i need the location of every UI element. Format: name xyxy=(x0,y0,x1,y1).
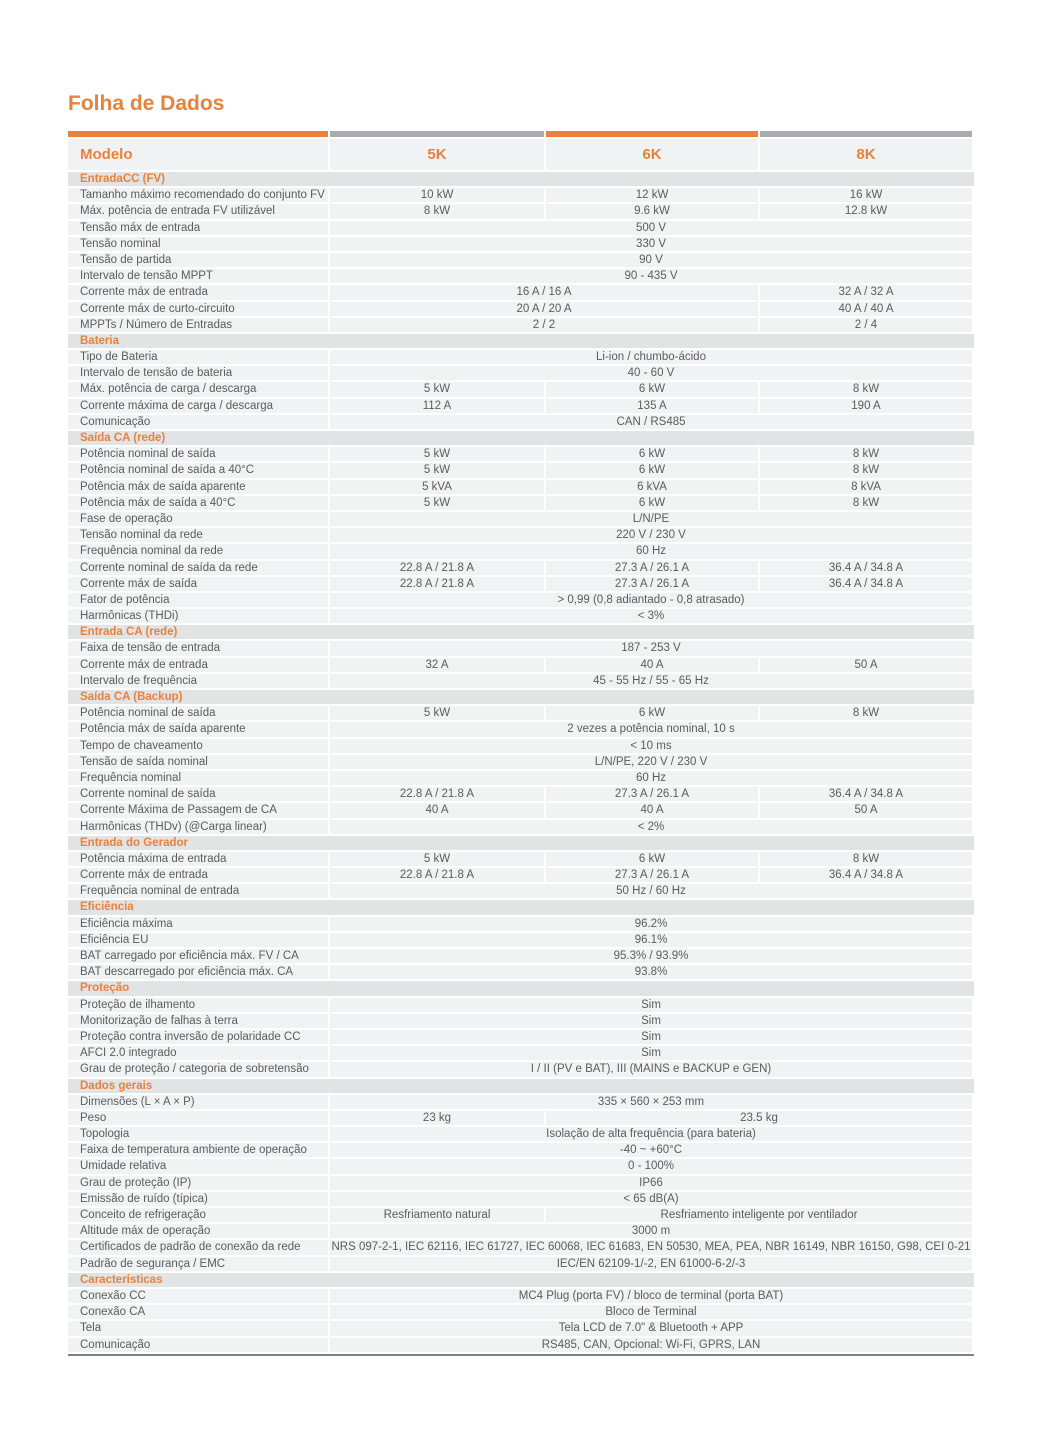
section-header: Entrada do Gerador xyxy=(68,836,974,850)
row-label: Frequência nominal xyxy=(68,771,328,785)
row-label: Potência nominal de saída xyxy=(68,706,328,720)
spec-row xyxy=(68,382,974,396)
row-label: AFCI 2.0 integrado xyxy=(68,1046,328,1060)
row-label: Corrente nominal de saída da rede xyxy=(68,561,328,575)
datasheet-page xyxy=(68,91,974,1356)
spec-value: 8 kW xyxy=(760,496,972,510)
spec-value: 8 kW xyxy=(760,463,972,477)
table-top-bar xyxy=(68,131,974,137)
row-label: Tensão nominal xyxy=(68,237,328,251)
spec-row xyxy=(68,528,974,542)
spec-value: Bloco de Terminal xyxy=(330,1305,972,1319)
row-label: Altitude máx de operação xyxy=(68,1224,328,1238)
spec-value: 20 A / 20 A xyxy=(330,302,758,316)
spec-value: 5 kW xyxy=(330,496,544,510)
spec-row xyxy=(68,350,974,364)
spec-row xyxy=(68,253,974,267)
spec-value: 5 kVA xyxy=(330,480,544,494)
spec-value: 36.4 A / 34.8 A xyxy=(760,868,972,882)
section-header: Proteção xyxy=(68,981,974,995)
row-label: Conexão CC xyxy=(68,1289,328,1303)
spec-row xyxy=(68,1127,974,1141)
spec-value: 22.8 A / 21.8 A xyxy=(330,561,544,575)
spec-row xyxy=(68,1289,974,1303)
spec-value: Resfriamento inteligente por ventilador xyxy=(546,1208,972,1222)
spec-row xyxy=(68,544,974,558)
row-label: Topologia xyxy=(68,1127,328,1141)
spec-row xyxy=(68,755,974,769)
spec-value: 22.8 A / 21.8 A xyxy=(330,868,544,882)
spec-value: 190 A xyxy=(760,399,972,413)
spec-value: MC4 Plug (porta FV) / bloco de terminal (porta BAT) xyxy=(330,1289,972,1303)
row-label: Intervalo de tensão MPPT xyxy=(68,269,328,283)
spec-value: 5 kW xyxy=(330,706,544,720)
row-label: BAT descarregado por eficiência máx. CA xyxy=(68,965,328,979)
spec-value: 16 kW xyxy=(760,188,972,202)
spec-row xyxy=(68,447,974,461)
row-label: Tamanho máximo recomendado do conjunto FV xyxy=(68,188,328,202)
spec-value: 5 kW xyxy=(330,447,544,461)
spec-value: 2 vezes a potência nominal, 10 s xyxy=(330,722,972,736)
section-header: Dados gerais xyxy=(68,1079,974,1093)
row-label: Eficiência EU xyxy=(68,933,328,947)
spec-row xyxy=(68,480,974,494)
spec-row xyxy=(68,221,974,235)
spec-row xyxy=(68,1321,974,1335)
spec-row xyxy=(68,512,974,526)
section-header: Eficiência xyxy=(68,900,974,914)
spec-row xyxy=(68,1111,974,1125)
spec-value: 2 / 2 xyxy=(330,318,758,332)
spec-row xyxy=(68,933,974,947)
spec-value: 187 - 253 V xyxy=(330,641,972,655)
spec-row xyxy=(68,1030,974,1044)
row-label: Tensão nominal da rede xyxy=(68,528,328,542)
spec-value: 220 V / 230 V xyxy=(330,528,972,542)
spec-value: 40 A / 40 A xyxy=(760,302,972,316)
spec-value: 27.3 A / 26.1 A xyxy=(546,868,758,882)
row-label: Proteção contra inversão de polaridade CC xyxy=(68,1030,328,1044)
spec-value: 50 A xyxy=(760,658,972,672)
spec-row xyxy=(68,285,974,299)
spec-value: 8 kW xyxy=(760,852,972,866)
row-label: Potência máxima de entrada xyxy=(68,852,328,866)
row-label: Frequência nominal de entrada xyxy=(68,884,328,898)
spec-value: 45 - 55 Hz / 55 - 65 Hz xyxy=(330,674,972,688)
spec-value: L/N/PE, 220 V / 230 V xyxy=(330,755,972,769)
row-label: Tipo de Bateria xyxy=(68,350,328,364)
page-title: Folha de Dados xyxy=(68,92,225,115)
spec-row xyxy=(68,787,974,801)
spec-value: 9.6 kW xyxy=(546,204,758,218)
spec-value: 50 Hz / 60 Hz xyxy=(330,884,972,898)
row-label: MPPTs / Número de Entradas xyxy=(68,318,328,332)
spec-row xyxy=(68,852,974,866)
row-label: Tensão máx de entrada xyxy=(68,221,328,235)
spec-value: 40 A xyxy=(546,658,758,672)
model-column-header: 8K xyxy=(760,139,972,170)
row-label: Peso xyxy=(68,1111,328,1125)
spec-value: IP66 xyxy=(330,1176,972,1190)
spec-value: 6 kW xyxy=(546,382,758,396)
model-column-header: 6K xyxy=(546,139,758,170)
row-label: BAT carregado por eficiência máx. FV / CA xyxy=(68,949,328,963)
spec-value: 6 kW xyxy=(546,706,758,720)
spec-value: Tela LCD de 7.0" & Bluetooth + APP xyxy=(330,1321,972,1335)
spec-row xyxy=(68,722,974,736)
row-label: Intervalo de frequência xyxy=(68,674,328,688)
spec-value: 8 kVA xyxy=(760,480,972,494)
row-label: Tempo de chaveamento xyxy=(68,739,328,753)
spec-row xyxy=(68,496,974,510)
row-label: Umidade relativa xyxy=(68,1159,328,1173)
spec-value: 112 A xyxy=(330,399,544,413)
row-label: Eficiência máxima xyxy=(68,917,328,931)
spec-value: 8 kW xyxy=(760,382,972,396)
spec-value: 0 - 100% xyxy=(330,1159,972,1173)
row-label: Comunicação xyxy=(68,415,328,429)
section-header: Entrada CA (rede) xyxy=(68,625,974,639)
spec-row xyxy=(68,1176,974,1190)
spec-value: < 3% xyxy=(330,609,972,623)
spec-value: 90 - 435 V xyxy=(330,269,972,283)
spec-value: 40 - 60 V xyxy=(330,366,972,380)
spec-row xyxy=(68,188,974,202)
spec-value: 6 kVA xyxy=(546,480,758,494)
spec-row xyxy=(68,1192,974,1206)
spec-value: < 65 dB(A) xyxy=(330,1192,972,1206)
spec-value: 60 Hz xyxy=(330,544,972,558)
spec-row xyxy=(68,1224,974,1238)
spec-row xyxy=(68,1095,974,1109)
spec-row xyxy=(68,269,974,283)
spec-row xyxy=(68,1062,974,1076)
spec-row xyxy=(68,771,974,785)
row-label: Proteção de ilhamento xyxy=(68,998,328,1012)
spec-value: 135 A xyxy=(546,399,758,413)
row-label: Harmônicas (THDv) (@Carga linear) xyxy=(68,820,328,834)
spec-value: 32 A / 32 A xyxy=(760,285,972,299)
spec-value: 2 / 4 xyxy=(760,318,972,332)
row-label: Corrente máx de entrada xyxy=(68,868,328,882)
row-label: Fase de operação xyxy=(68,512,328,526)
spec-value: 6 kW xyxy=(546,852,758,866)
row-label: Grau de proteção / categoria de sobretensão xyxy=(68,1062,328,1076)
row-label: Corrente nominal de saída xyxy=(68,787,328,801)
spec-value: 5 kW xyxy=(330,852,544,866)
row-label: Comunicação xyxy=(68,1338,328,1352)
top-bar-segment xyxy=(330,131,544,137)
spec-row xyxy=(68,1208,974,1222)
row-label: Máx. potência de entrada FV utilizável xyxy=(68,204,328,218)
spec-value: 12 kW xyxy=(546,188,758,202)
row-label: Corrente máx de entrada xyxy=(68,658,328,672)
spec-value: RS485, CAN, Opcional: Wi-Fi, GPRS, LAN xyxy=(330,1338,972,1352)
spec-value: CAN / RS485 xyxy=(330,415,972,429)
spec-row xyxy=(68,674,974,688)
spec-value: L/N/PE xyxy=(330,512,972,526)
row-label: Potência nominal de saída a 40°C xyxy=(68,463,328,477)
top-bar-segment xyxy=(68,131,328,137)
spec-value: 27.3 A / 26.1 A xyxy=(546,561,758,575)
spec-row xyxy=(68,949,974,963)
spec-value: 96.1% xyxy=(330,933,972,947)
row-label: Potência nominal de saída xyxy=(68,447,328,461)
spec-row xyxy=(68,917,974,931)
spec-value: 10 kW xyxy=(330,188,544,202)
spec-row xyxy=(68,302,974,316)
model-column-header: 5K xyxy=(330,139,544,170)
spec-row xyxy=(68,399,974,413)
row-label: Grau de proteção (IP) xyxy=(68,1176,328,1190)
row-label: Tensão de saída nominal xyxy=(68,755,328,769)
spec-row xyxy=(68,593,974,607)
spec-value: 335 × 560 × 253 mm xyxy=(330,1095,972,1109)
section-header: Saída CA (rede) xyxy=(68,431,974,445)
spec-value: 5 kW xyxy=(330,382,544,396)
spec-value: 60 Hz xyxy=(330,771,972,785)
spec-value: 12.8 kW xyxy=(760,204,972,218)
row-label: Certificados de padrão de conexão da rede xyxy=(68,1240,328,1254)
spec-value: < 10 ms xyxy=(330,739,972,753)
row-label: Frequência nominal da rede xyxy=(68,544,328,558)
spec-row xyxy=(68,1338,974,1352)
row-label: Potência máx de saída aparente xyxy=(68,480,328,494)
top-bar-segment xyxy=(760,131,972,137)
row-label: Corrente máx de entrada xyxy=(68,285,328,299)
spec-row xyxy=(68,1014,974,1028)
row-label: Padrão de segurança / EMC xyxy=(68,1257,328,1271)
row-label: Corrente Máxima de Passagem de CA xyxy=(68,803,328,817)
spec-value: 95.3% / 93.9% xyxy=(330,949,972,963)
row-label: Dimensões (L × A × P) xyxy=(68,1095,328,1109)
spec-value: 23 kg xyxy=(330,1111,544,1125)
spec-value: 500 V xyxy=(330,221,972,235)
spec-value: Sim xyxy=(330,1030,972,1044)
spec-value: Isolação de alta frequência (para bateria) xyxy=(330,1127,972,1141)
row-label: Conexão CA xyxy=(68,1305,328,1319)
spec-value: 16 A / 16 A xyxy=(330,285,758,299)
spec-value: 36.4 A / 34.8 A xyxy=(760,561,972,575)
spec-row xyxy=(68,1046,974,1060)
spec-value: 96.2% xyxy=(330,917,972,931)
spec-row xyxy=(68,366,974,380)
spec-value: 32 A xyxy=(330,658,544,672)
row-label: Potência máx de saída a 40°C xyxy=(68,496,328,510)
spec-row xyxy=(68,1305,974,1319)
section-header: Características xyxy=(68,1273,974,1287)
spec-row xyxy=(68,463,974,477)
spec-value: NRS 097-2-1, IEC 62116, IEC 61727, IEC 60068, IEC 61683, EN 50530, MEA, PEA, NBR 16149, NBR 16150, G98, CEI 0-21 xyxy=(331,1241,971,1254)
spec-value: < 2% xyxy=(330,820,972,834)
model-header-label: Modelo xyxy=(68,139,328,170)
spec-row xyxy=(68,965,974,979)
spec-row xyxy=(68,237,974,251)
row-label: Corrente máx de curto-circuito xyxy=(68,302,328,316)
table-body xyxy=(68,172,974,1352)
spec-value: IEC/EN 62109-1/-2, EN 61000-6-2/-3 xyxy=(330,1257,972,1271)
row-label: Conceito de refrigeração xyxy=(68,1208,328,1222)
spec-row xyxy=(68,204,974,218)
spec-value: 8 kW xyxy=(330,204,544,218)
spec-value: 36.4 A / 34.8 A xyxy=(760,577,972,591)
spec-row xyxy=(68,1257,974,1271)
row-label: Fator de potência xyxy=(68,593,328,607)
spec-row xyxy=(68,803,974,817)
row-label: Monitorização de falhas à terra xyxy=(68,1014,328,1028)
spec-value: 40 A xyxy=(546,803,758,817)
spec-row xyxy=(68,318,974,332)
spec-value: 22.8 A / 21.8 A xyxy=(330,787,544,801)
spec-table xyxy=(68,131,974,1356)
row-label: Corrente máxima de carga / descarga xyxy=(68,399,328,413)
spec-value: 8 kW xyxy=(760,706,972,720)
spec-row xyxy=(68,658,974,672)
spec-value: 90 V xyxy=(330,253,972,267)
spec-value: Sim xyxy=(330,998,972,1012)
spec-value: Sim xyxy=(330,1046,972,1060)
top-bar-segment xyxy=(546,131,758,137)
spec-row xyxy=(68,868,974,882)
row-label: Emissão de ruído (típica) xyxy=(68,1192,328,1206)
spec-value: 50 A xyxy=(760,803,972,817)
row-label: Harmônicas (THDi) xyxy=(68,609,328,623)
spec-row xyxy=(68,415,974,429)
spec-row xyxy=(68,1143,974,1157)
spec-value: 40 A xyxy=(330,803,544,817)
spec-value: -40 ~ +60°C xyxy=(330,1143,972,1157)
spec-row xyxy=(68,739,974,753)
row-label: Corrente máx de saída xyxy=(68,577,328,591)
spec-value: Resfriamento natural xyxy=(330,1208,544,1222)
section-header: Saída CA (Backup) xyxy=(68,690,974,704)
spec-row xyxy=(68,706,974,720)
row-label: Tensão de partida xyxy=(68,253,328,267)
spec-value: 22.8 A / 21.8 A xyxy=(330,577,544,591)
row-label: Potência máx de saída aparente xyxy=(68,722,328,736)
row-label: Faixa de tensão de entrada xyxy=(68,641,328,655)
spec-row xyxy=(68,998,974,1012)
spec-value: 5 kW xyxy=(330,463,544,477)
spec-value: 6 kW xyxy=(546,496,758,510)
spec-row xyxy=(68,820,974,834)
table-bottom-border xyxy=(68,1354,974,1357)
row-label: Máx. potência de carga / descarga xyxy=(68,382,328,396)
section-header: EntradaCC (FV) xyxy=(68,172,974,186)
spec-value: Sim xyxy=(330,1014,972,1028)
row-label: Tela xyxy=(68,1321,328,1335)
spec-row xyxy=(68,577,974,591)
spec-row xyxy=(68,884,974,898)
spec-value: I / II (PV e BAT), III (MAINS e BACKUP e GEN) xyxy=(330,1062,972,1076)
table-header-row xyxy=(68,139,974,170)
spec-value: 8 kW xyxy=(760,447,972,461)
section-header: Bateria xyxy=(68,334,974,348)
row-label: Intervalo de tensão de bateria xyxy=(68,366,328,380)
spec-value: 27.3 A / 26.1 A xyxy=(546,577,758,591)
spec-row xyxy=(68,641,974,655)
spec-value: Li-ion / chumbo-ácido xyxy=(330,350,972,364)
spec-value: 23.5 kg xyxy=(546,1111,972,1125)
spec-value: 6 kW xyxy=(546,447,758,461)
spec-value: 3000 m xyxy=(330,1224,972,1238)
spec-value: 93.8% xyxy=(330,965,972,979)
spec-row xyxy=(68,1240,974,1254)
spec-value: 36.4 A / 34.8 A xyxy=(760,787,972,801)
spec-value: 6 kW xyxy=(546,463,758,477)
spec-row xyxy=(68,561,974,575)
spec-value: 27.3 A / 26.1 A xyxy=(546,787,758,801)
spec-value: > 0,99 (0,8 adiantado - 0,8 atrasado) xyxy=(330,593,972,607)
spec-row xyxy=(68,1159,974,1173)
spec-value: 330 V xyxy=(330,237,972,251)
row-label: Faixa de temperatura ambiente de operação xyxy=(68,1143,328,1157)
spec-row xyxy=(68,609,974,623)
